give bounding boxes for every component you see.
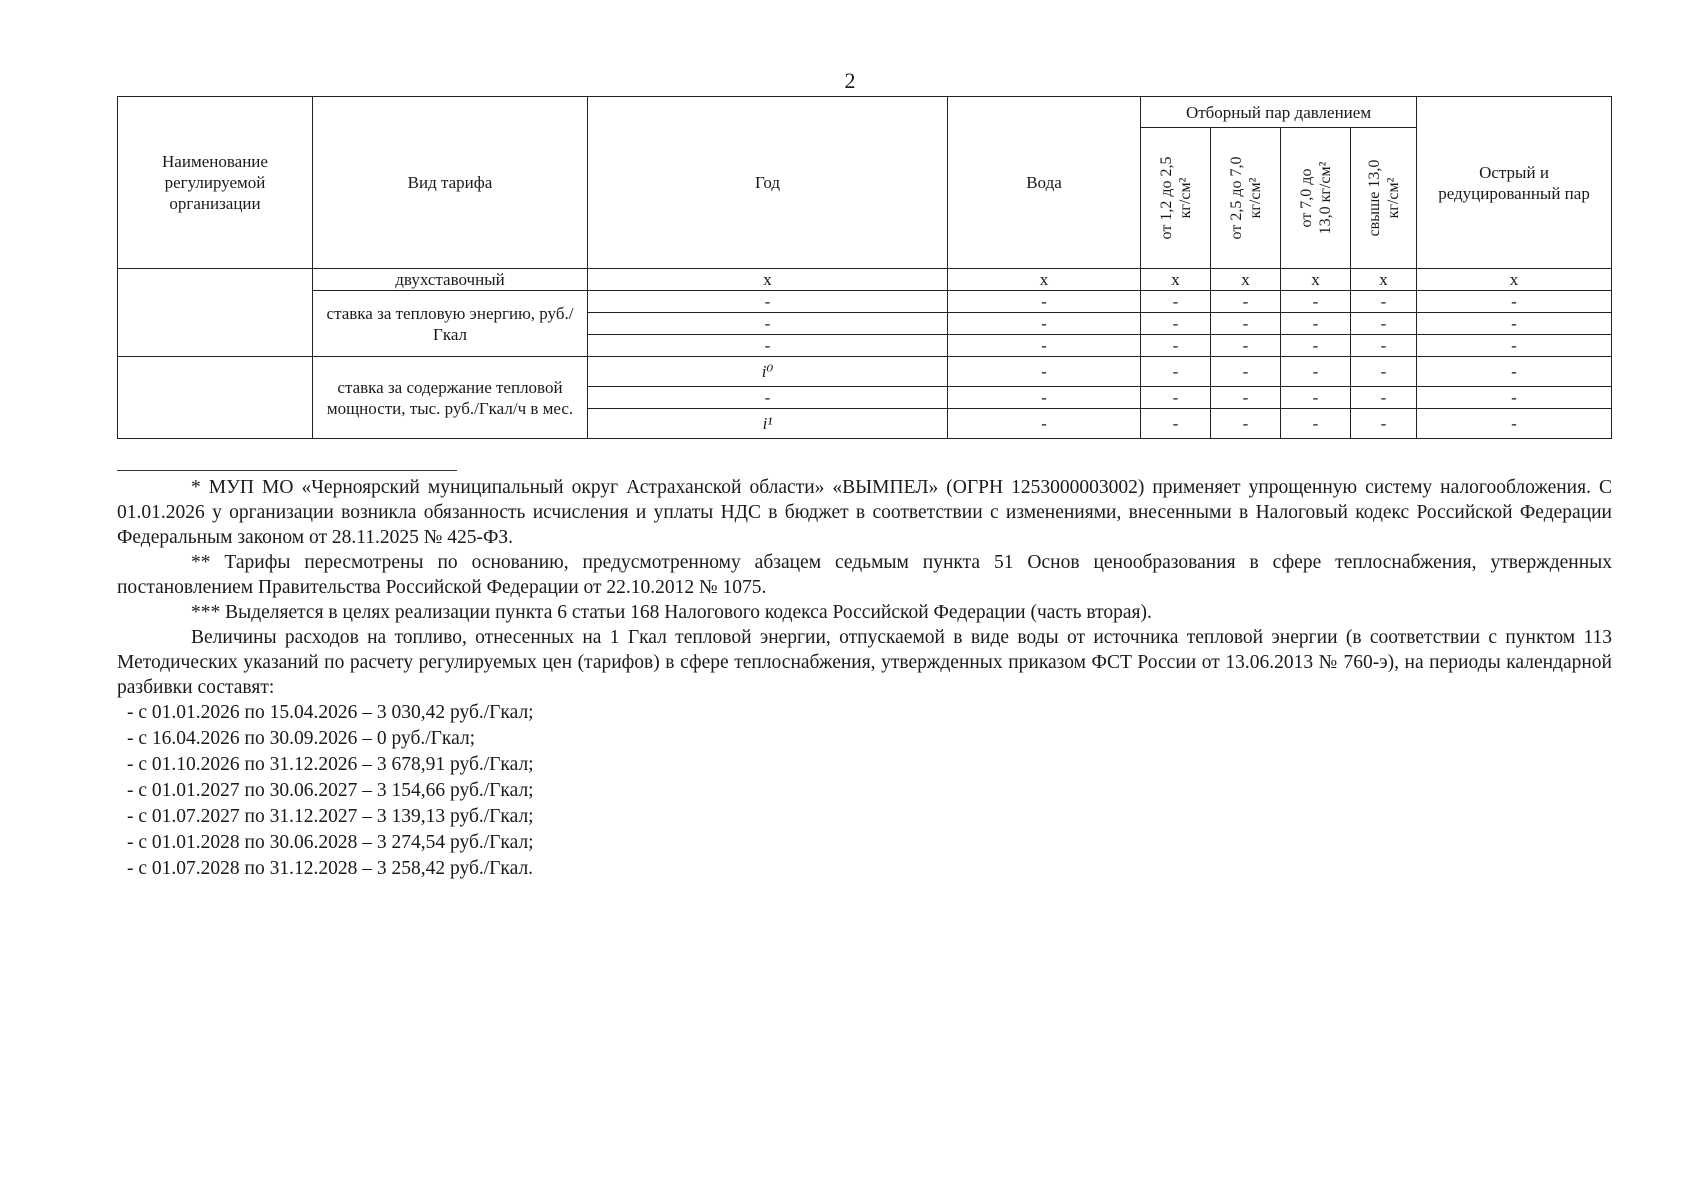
table-cell: - bbox=[1211, 313, 1281, 335]
header-pressure-1: от 1,2 до 2,5 кг/см² bbox=[1141, 128, 1211, 269]
table-cell: - bbox=[1417, 291, 1612, 313]
table-cell: - bbox=[1351, 335, 1417, 357]
table-cell: - bbox=[1281, 313, 1351, 335]
list-item: - с 16.04.2026 по 30.09.2026 – 0 руб./Гкал; bbox=[127, 728, 476, 749]
table-cell: - bbox=[588, 387, 948, 409]
table-cell: x bbox=[1211, 269, 1281, 291]
table-cell: - bbox=[948, 409, 1141, 439]
table-cell: - bbox=[948, 387, 1141, 409]
table-cell: - bbox=[588, 335, 948, 357]
table-row bbox=[118, 357, 1612, 387]
footnote-2: ** Тарифы пересмотрены по основанию, предусмотренному абзацем седьмым пункта 51 Основ ценообразования в сфере теплоснабжения, утвержденных постановлением Правительства Российской Федерации от 22.10.2012 № 1075. bbox=[117, 552, 1612, 598]
header-year: Год bbox=[588, 97, 948, 269]
table-cell: - bbox=[1211, 291, 1281, 313]
table-cell: x bbox=[1141, 269, 1211, 291]
header-sharp-steam: Острый и редуцированный пар bbox=[1417, 97, 1612, 269]
table-cell: - bbox=[948, 357, 1141, 387]
header-org: Наименование регулируемой организации bbox=[118, 97, 313, 269]
org-cell bbox=[118, 357, 313, 439]
table-cell: - bbox=[1351, 387, 1417, 409]
table-cell: - bbox=[1211, 357, 1281, 387]
table-cell: x bbox=[1281, 269, 1351, 291]
footnote-3: *** Выделяется в целях реализации пункта 6 статьи 168 Налогового кодекса Российской Федерации (часть вторая). bbox=[191, 602, 1152, 623]
table-cell: i¹ bbox=[588, 409, 948, 439]
header-pressure-3: от 7,0 до 13,0 кг/см² bbox=[1281, 128, 1351, 269]
list-item: - с 01.01.2028 по 30.06.2028 – 3 274,54 руб./Гкал; bbox=[127, 832, 534, 853]
row-label: двухставочный bbox=[313, 269, 588, 291]
footnotes bbox=[117, 470, 1612, 882]
row-label: ставка за содержание тепловой мощности, тыс. руб./Гкал/ч в мес. bbox=[313, 357, 588, 439]
list-item: - с 01.07.2028 по 31.12.2028 – 3 258,42 руб./Гкал. bbox=[127, 858, 534, 879]
table-cell: - bbox=[1141, 357, 1211, 387]
period-list bbox=[117, 700, 1612, 882]
table-cell: - bbox=[1417, 313, 1612, 335]
header-row bbox=[118, 97, 1612, 128]
table-cell: x bbox=[1417, 269, 1612, 291]
header-pressure-4: свыше 13,0 кг/см² bbox=[1351, 128, 1417, 269]
header-pressure-2: от 2,5 до 7,0 кг/см² bbox=[1211, 128, 1281, 269]
table-row bbox=[118, 291, 1612, 313]
org-cell bbox=[118, 269, 313, 357]
page-number: 2 bbox=[844, 68, 856, 93]
list-item: - с 01.07.2027 по 31.12.2027 – 3 139,13 руб./Гкал; bbox=[127, 806, 534, 827]
table-cell: - bbox=[1417, 409, 1612, 439]
table-cell: - bbox=[588, 313, 948, 335]
table-cell: i⁰ bbox=[588, 357, 948, 387]
table-cell: - bbox=[1351, 357, 1417, 387]
table-cell: - bbox=[588, 291, 948, 313]
table-cell: - bbox=[1211, 335, 1281, 357]
footnote-1: * МУП МО «Черноярский муниципальный округ Астраханской области» «ВЫМПЕЛ» (ОГРН 1253000003002) применяет упрощенную систему налогообложения. С 01.01.2026 у организации возникла обязанность исчисления и уплаты НДС в бюджет в соответствии с изменениями, внесенными в Налоговый кодекс Российской Федерации Федеральным законом от 28.11.2025 № 425-ФЗ. bbox=[117, 477, 1612, 548]
table-cell: - bbox=[1281, 409, 1351, 439]
table-cell: - bbox=[1141, 313, 1211, 335]
table-cell: - bbox=[1141, 387, 1211, 409]
table-cell: - bbox=[1281, 387, 1351, 409]
table-cell: - bbox=[948, 291, 1141, 313]
footnote-rule bbox=[117, 470, 457, 471]
fuel-paragraph: Величины расходов на топливо, отнесенных на 1 Гкал тепловой энергии, отпускаемой в виде воды от источника тепловой энергии (в соответствии с пунктом 113 Методических указаний по расчету регулируемых цен (тарифов) в сфере теплоснабжения, утвержденных приказом ФСТ России от 13.06.2013 № 760-э), на периоды календарной разбивки составят: bbox=[117, 627, 1612, 698]
table-cell: - bbox=[948, 335, 1141, 357]
row-label: ставка за тепловую энергию, руб./Гкал bbox=[313, 291, 588, 357]
table-cell: - bbox=[1281, 291, 1351, 313]
table-cell: - bbox=[1351, 291, 1417, 313]
table-cell: x bbox=[948, 269, 1141, 291]
table-cell: - bbox=[1281, 335, 1351, 357]
table-row bbox=[118, 269, 1612, 291]
header-tariff-type: Вид тарифа bbox=[313, 97, 588, 269]
table-cell: - bbox=[1141, 409, 1211, 439]
tariff-table bbox=[117, 96, 1612, 439]
table-cell: - bbox=[948, 313, 1141, 335]
table-cell: - bbox=[1141, 291, 1211, 313]
table-cell: - bbox=[1351, 313, 1417, 335]
table-cell: - bbox=[1417, 335, 1612, 357]
header-water: Вода bbox=[948, 97, 1141, 269]
table-cell: - bbox=[1141, 335, 1211, 357]
table-cell: x bbox=[588, 269, 948, 291]
table-cell: x bbox=[1351, 269, 1417, 291]
table-cell: - bbox=[1417, 357, 1612, 387]
list-item: - с 01.01.2027 по 30.06.2027 – 3 154,66 руб./Гкал; bbox=[127, 780, 534, 801]
list-item: - с 01.10.2026 по 31.12.2026 – 3 678,91 руб./Гкал; bbox=[127, 754, 534, 775]
table-cell: - bbox=[1351, 409, 1417, 439]
table-cell: - bbox=[1281, 357, 1351, 387]
table-cell: - bbox=[1211, 409, 1281, 439]
table-cell: - bbox=[1211, 387, 1281, 409]
list-item: - с 01.01.2026 по 15.04.2026 – 3 030,42 руб./Гкал; bbox=[127, 702, 534, 723]
header-steam-group: Отборный пар давлением bbox=[1141, 97, 1417, 128]
table-cell: - bbox=[1417, 387, 1612, 409]
